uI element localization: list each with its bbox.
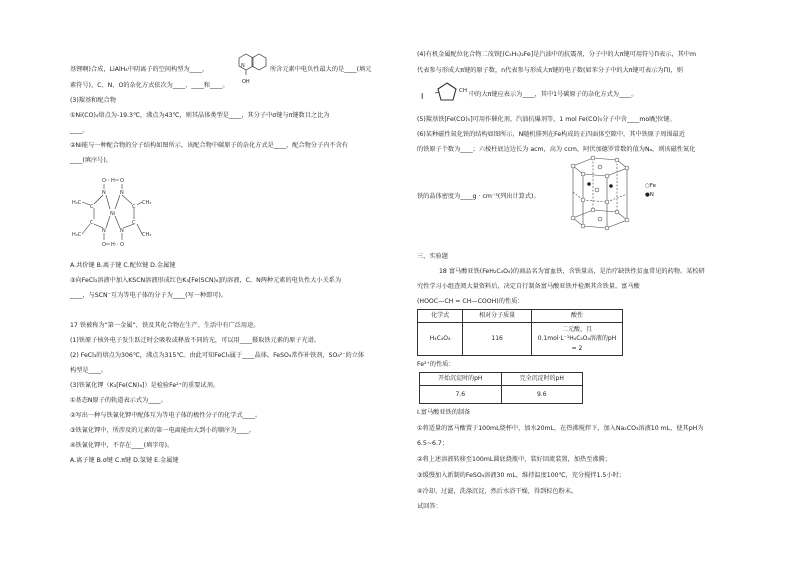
text-line: (6)某种磁性氮化铁的结构如图所示，N随机排列在Fe构成的正四面体空隙中，其中铁原子周围最近 [417,131,685,138]
text-line: 代表参与形成大π键的原子数，n代表参与形成大π键的电子数(如苯分子中的大π键可表示为Π)，则 [417,67,683,74]
atom-label: C [132,204,136,210]
oh-label: OH [242,79,250,85]
fe2-ph-table [419,372,583,404]
text-line: 所含元素中电负性最大的是____(填元 [270,66,372,73]
atom-label: N [120,190,124,196]
table-header: 酸性 [532,310,623,323]
text-line: (2) FeCl₃的熔点为306℃，沸点为315℃。由此可知FeCl₃属于____晶体。FeSO₄常作补铁剂，SO₄²⁻的立体 [70,352,365,359]
atom-label: H₃C [72,232,82,238]
atom-label: Ni [110,211,116,217]
table-cell: 二元酸，且0.1mol·L⁻¹H₄C₄O₄溶液的pH = 2 [532,322,623,356]
atom-label: O [120,178,124,184]
question-heading: 17 铁被称为“第一金属”，铁及其化合物在生产、生活中有广泛用途。 [70,322,260,329]
text-line: 铁的晶体密度为____g · cm⁻³(列出计算式)。 [417,193,540,200]
quinoline-structure [233,52,267,84]
legend-fe: ○Fe [645,183,657,189]
table-row [418,322,623,356]
label-1: I [421,92,424,101]
text-line: A.共价键 B.离子键 C.配位键 D.金属键 [70,262,176,269]
text-line: (3)铁氰化钾（K₃[Fe(CN)₆]）是检验Fe²⁺的重要试剂。 [70,382,219,389]
text-line: ②Ni能与一种配合物的分子结构如图所示，该配合物中碳原子的杂化方式是____，配合物分子内不含有 [70,142,348,149]
atom-label: H₃C [72,200,82,206]
section-heading: 三、实验题 [417,253,448,260]
atom-label: O [102,178,106,184]
text-line: Fe²⁺的性质： [417,361,455,368]
text-line: (HOOC—CH = CH—COOH)的性质： [417,298,524,305]
text-line: ②写出一种与铁氰化钾中配体互为等电子体的极性分子的化学式____。 [70,412,262,419]
table-header: 化学式 [418,310,463,323]
atom-label: C [90,220,94,226]
hexagonal-prism-structure [559,154,641,244]
table-header: 完全沉淀时的pH [501,373,583,386]
text-line: 试回答： [417,503,442,510]
table-header-row [420,373,583,386]
text-line: 中的大π键应表示为____，其中1号碳原子的杂化方式为____。 [469,91,638,98]
text-line: 基锂啊)合成，LiAlH₄中阴离子的空间构型为____， [70,66,209,73]
text-line: 究性学习小组查阅大量资料后，决定自行制备富马酸亚铁并检测其含铁量。富马酸 [417,283,640,290]
text-line: 6.5~6.7； [417,440,449,447]
text-line: ____，与SCN⁻互为等电子体的分子为____(写一种即可)。 [70,292,228,299]
text-line: ②将上述溶液转移至100mL圆底烧瓶中，装好回流装置，加热至沸腾； [417,456,611,463]
text-line: ③缓慢加入新制的FeSO₄溶液30 mL，维持温度100℃，充分搅拌1.5小时； [417,472,625,479]
text-line: (4)有机金属配位化合物二茂铁[(C₅H₅)₂Fe]是汽油中的抗震剂，分子中的大π键可用符号Π表示，其中m [417,51,697,58]
text-line: (1)铁原子核外电子发生跃迁时会吸收或释放不同的光，可以用____摄取铁元素的原子光谱。 [70,337,321,344]
atom-label: H [111,178,115,184]
question-heading: 18 富马酸亚铁(FeH₂C₄O₄)的商品名为富血铁，含铁量高，是治疗缺铁性贫血常见的药物。某校研 [439,268,705,275]
atom-label: O [120,242,124,248]
text-line: A.离子键 B.σ键 C.π键 D.氢键 E.金属键 [70,457,179,464]
table-header: 相对分子质量 [463,310,532,323]
table-cell: H₄C₄O₄ [418,322,463,356]
atom-label: N [102,228,106,234]
table-row [420,385,583,404]
text-line: ____(填序号)。 [70,157,112,164]
table-cell: 116 [463,322,532,356]
atom-label: N [120,228,124,234]
svg-text:N: N [241,63,245,69]
table-header: 开始沉淀时的pH [420,373,502,386]
legend-n: ●N [645,192,654,198]
atom-label: O [102,242,106,248]
atom-label: N [102,190,106,196]
atom-label: C [90,204,94,210]
fumaric-acid-table [417,309,623,356]
table-cell: 7.6 [420,385,502,404]
table-cell: 9.6 [501,385,583,404]
text-line: ①基态N原子的轨道表示式为____。 [70,397,167,404]
atom-label: H [111,242,115,248]
table-header-row [418,310,623,323]
text-line: ①将适量的富马酸置于100mL烧杯中，加水20mL，在热沸搅拌下，加入Na₂CO₃溶液10 mL，使其pH为 [417,425,704,432]
text-line: ③向FeCl₃溶液中加入KSCN溶液形成红色K₃[Fe(SCN)₆]的溶液，C、N两种元素的电负性大小关系为 [70,277,342,284]
text-line: ④冷却、过滤，洗涤沉淀，然后水浴干燥，得到棕色粉末。 [417,488,578,495]
nickel-complex-structure [72,174,162,254]
text-line: (3)羰基和配合物 [70,97,116,104]
text-line: 的铁原子个数为____；六棱柱底边边长为 acm，高为 ccm，阿伏加德罗常数的值为Nₐ，则该磁性氮化 [417,146,696,153]
text-line: ④铁氰化钾中，不存在____(填字母)。 [70,442,174,449]
atom-label: C [132,220,136,226]
ch-label: CH [459,88,467,94]
text-line: 素符号)，C、N、O的杂化方式依次为____、____和____。 [70,82,229,89]
text-line: ①Ni(CO)₄熔点为-19.3℃，沸点为43℃，则其晶体类型是____，其分子中σ键与π键数目之比为 [70,112,330,119]
subsection-heading: Ⅰ.富马酸亚铁的制备 [417,409,471,416]
text-line: (5)羰基铁[Fe(CO)₅]可用作催化剂、汽油抗爆剂等，1 mol Fe(CO)₅分子中含____mol配位键。 [417,116,676,123]
text-line: ③铁氰化钾中，所涉及的元素的第一电离能由大到小的顺序为____。 [70,427,255,434]
text-line: ____。 [70,127,89,134]
atom-label: CH₃ [142,232,152,238]
text-line: 构型是____。 [70,367,108,374]
atom-label: CH₃ [142,200,152,206]
